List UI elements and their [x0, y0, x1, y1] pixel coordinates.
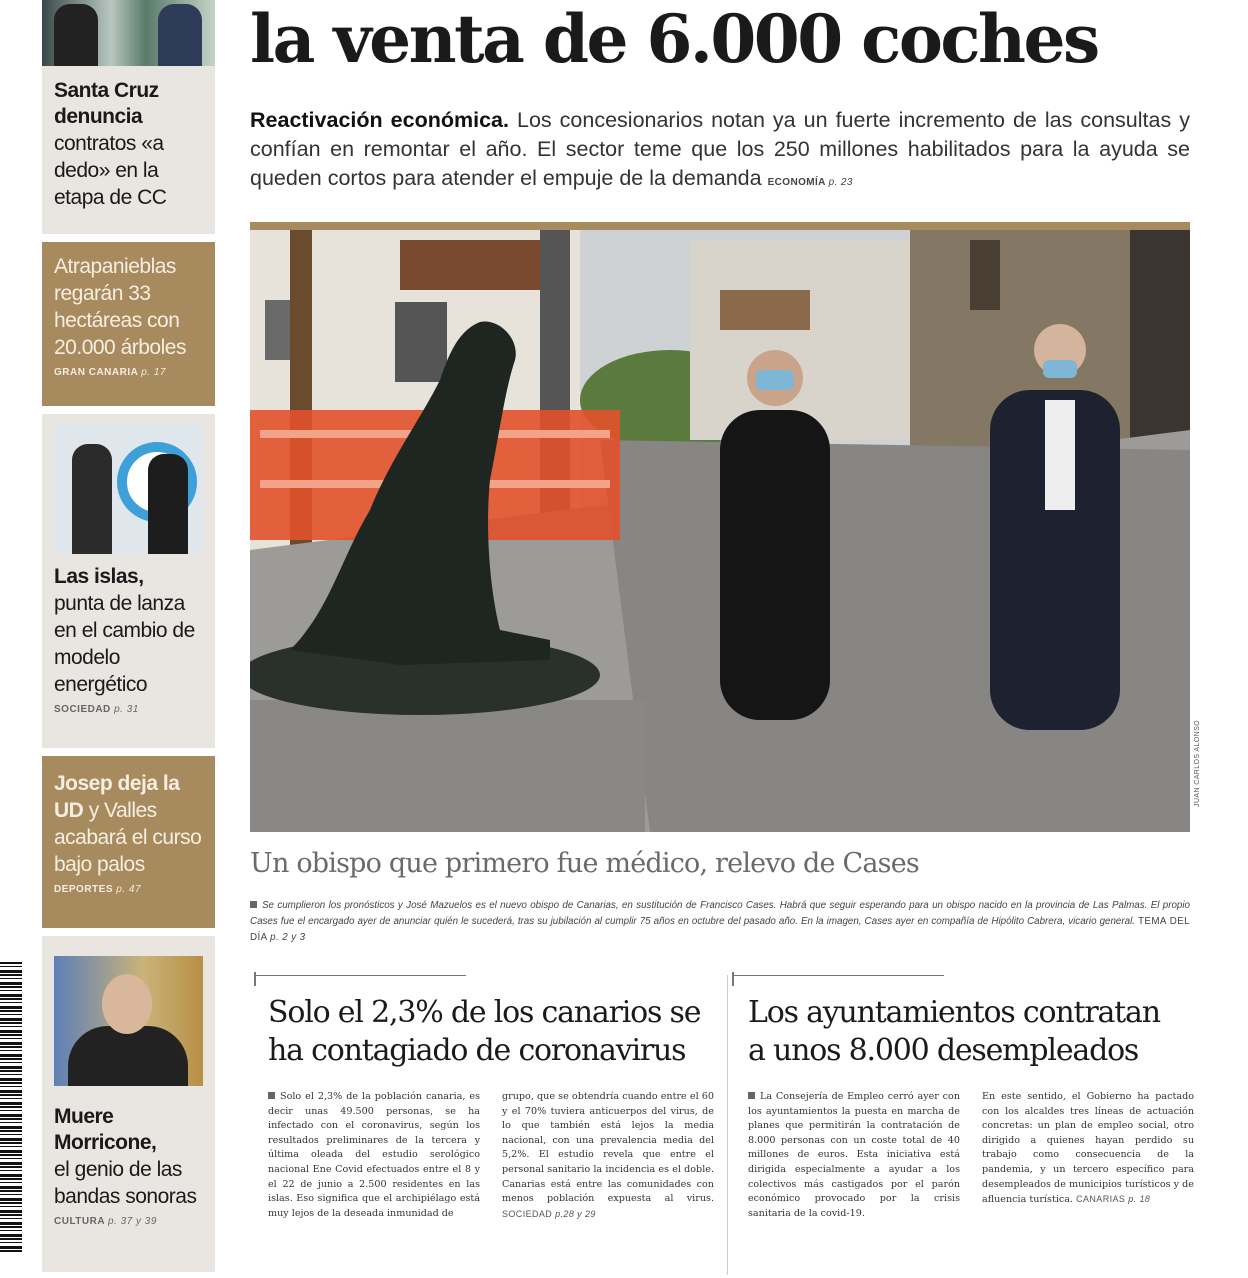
sidebar-item-photo: [54, 424, 203, 554]
deck: [250, 106, 1190, 197]
story-rule: [256, 975, 466, 976]
story-column: grupo, que se obtendría cuando entre el 60 y el 70% tuviera anticuerpos del virus, de lo que también está lejos la media nacional, con una prevalencia media del 5,2%. El estudio revela que entre el personal sanitario la incidencia es el doble. Canarias está entre las comunidades con menos población expuesta al virus. SOCIEDAD p.28 y 29: [502, 1091, 714, 1219]
barcode: [0, 962, 22, 1252]
caption-text: Se cumplieron los pronósticos y José Mazuelos es el nuevo obispo de Canarias, en sustitución de Francisco Cases. Habrá que seguir esperando para un obispo nacido en la provincia de Las Palmas. El propio Cases fue el encargado ayer de anunciar quién le sucederá, tras su jubilación al cumplir 75 años en octubre del pasado año. En la imagen, Cases ayer en compañía de Hipólito Cabrera, vicario general. TEMA DEL DÍA p. 2 y 3: [250, 900, 1190, 943]
sidebar-item-santa-cruz[interactable]: [42, 66, 215, 234]
main-photo-illustration: [250, 230, 1190, 832]
story-column: En este sentido, el Gobierno ha pactado con los alcaldes tres líneas de actuación concretas: un plan de empleo social, otro dirigido a quienes hayan perdido su trabajo como consecuencia de la pandemia, y un tercero específico para desempleados de municipios turísticos y de afluencia turística. CANARIAS p. 18: [982, 1091, 1194, 1206]
story-contagios[interactable]: [256, 975, 716, 1222]
main-photo: [250, 222, 1190, 832]
sidebar-item-text: regarán 33 hectáreas con 20.000 árboles: [54, 282, 186, 359]
sidebar: [42, 0, 215, 1278]
sidebar-item-title: Josep deja la UD: [54, 772, 180, 822]
sidebar-item-morricone[interactable]: [42, 936, 215, 1272]
story-column: La Consejería de Empleo cerró ayer con los ayuntamientos la puesta en marcha de planes que permitirán la contratación de 8.000 personas con un coste total de 40 millones de euros. Esta iniciativa está dirigida especialmente a ayudar a los colectivos más castigados por el parón económico provocado por la crisis sanitaria de la covid-19.: [748, 1091, 960, 1219]
deck-text: Los concesionarios notan ya un fuerte incremento de las consultas y confían en remontar el año. El sector teme que los 250 millones habilitados para la ayuda se queden cortos para atender el empuje de la demanda: [250, 108, 1190, 190]
sidebar-item-title: Muere Morricone,: [54, 1105, 157, 1154]
sidebar-item-text: Josep deja la UD y Valles acabará el curso bajo palos: [54, 772, 202, 876]
sidebar-item-ref: SOCIEDAD p. 31: [54, 704, 139, 715]
sidebar-item-text: punta de lanza en el cambio de modelo energético: [54, 592, 195, 696]
sidebar-item-text: contratos «a dedo» en la etapa de CC: [54, 132, 167, 209]
caption-title: Un obispo que primero fue médico, relevo de Cases: [250, 848, 919, 879]
story-title: Solo el 2,3% de los canarios se ha contagiado de coronavirus: [268, 995, 701, 1068]
sidebar-item-ref: CULTURA p. 37 y 39: [54, 1216, 157, 1227]
caption-ref: TEMA DEL DÍA p. 2 y 3: [250, 916, 1190, 943]
sidebar-item-ref: DEPORTES p. 47: [54, 884, 142, 895]
sidebar-item-title: Atrapanieblas: [54, 255, 176, 278]
story-ref: SOCIEDAD p.28 y 29: [502, 1208, 596, 1219]
photo-credit: JUAN CARLOS ALONSO: [1194, 720, 1201, 807]
sidebar-item-title: Santa Cruz denuncia: [54, 79, 159, 128]
headline: la venta de 6.000 coches: [250, 0, 1098, 78]
story-ref: CANARIAS p. 18: [1076, 1194, 1151, 1205]
sidebar-photo-top: [42, 0, 215, 66]
sidebar-item-josep[interactable]: [42, 756, 215, 928]
sidebar-item-ref: GRAN CANARIA p. 17: [54, 367, 166, 378]
story-rule: [734, 975, 944, 976]
sidebar-item-photo: [54, 956, 203, 1086]
deck-ref: ECONOMÍA p. 23: [767, 177, 853, 188]
sidebar-item-title: Las islas,: [54, 565, 144, 588]
column-divider: [727, 975, 728, 1275]
story-body: [734, 1090, 1194, 1221]
sidebar-item-text: el genio de las bandas sonoras: [54, 1158, 197, 1208]
story-column: Solo el 2,3% de la población canaria, es decir unas 49.500 personas, se ha infectado con el coronavirus, según los resultados preliminares de la tercera y última oleada del estudio serológico nacional Ene Covid efectuados entre el 8 y el 22 de junio a 2.500 residentes en las islas. Eso significa que el archipiélago está muy lejos de la deseada inmunidad de: [268, 1091, 480, 1219]
story-body: [256, 1090, 716, 1222]
sidebar-item-las-islas[interactable]: [42, 414, 215, 748]
story-ayuntamientos[interactable]: [734, 975, 1194, 1221]
sidebar-item-atrapanieblas[interactable]: [42, 242, 215, 406]
story-title: Los ayuntamientos contratan a unos 8.000 desempleados: [748, 995, 1160, 1068]
bullet-square-icon: [250, 901, 257, 908]
deck-kicker: Reactivación económica.: [250, 108, 509, 132]
